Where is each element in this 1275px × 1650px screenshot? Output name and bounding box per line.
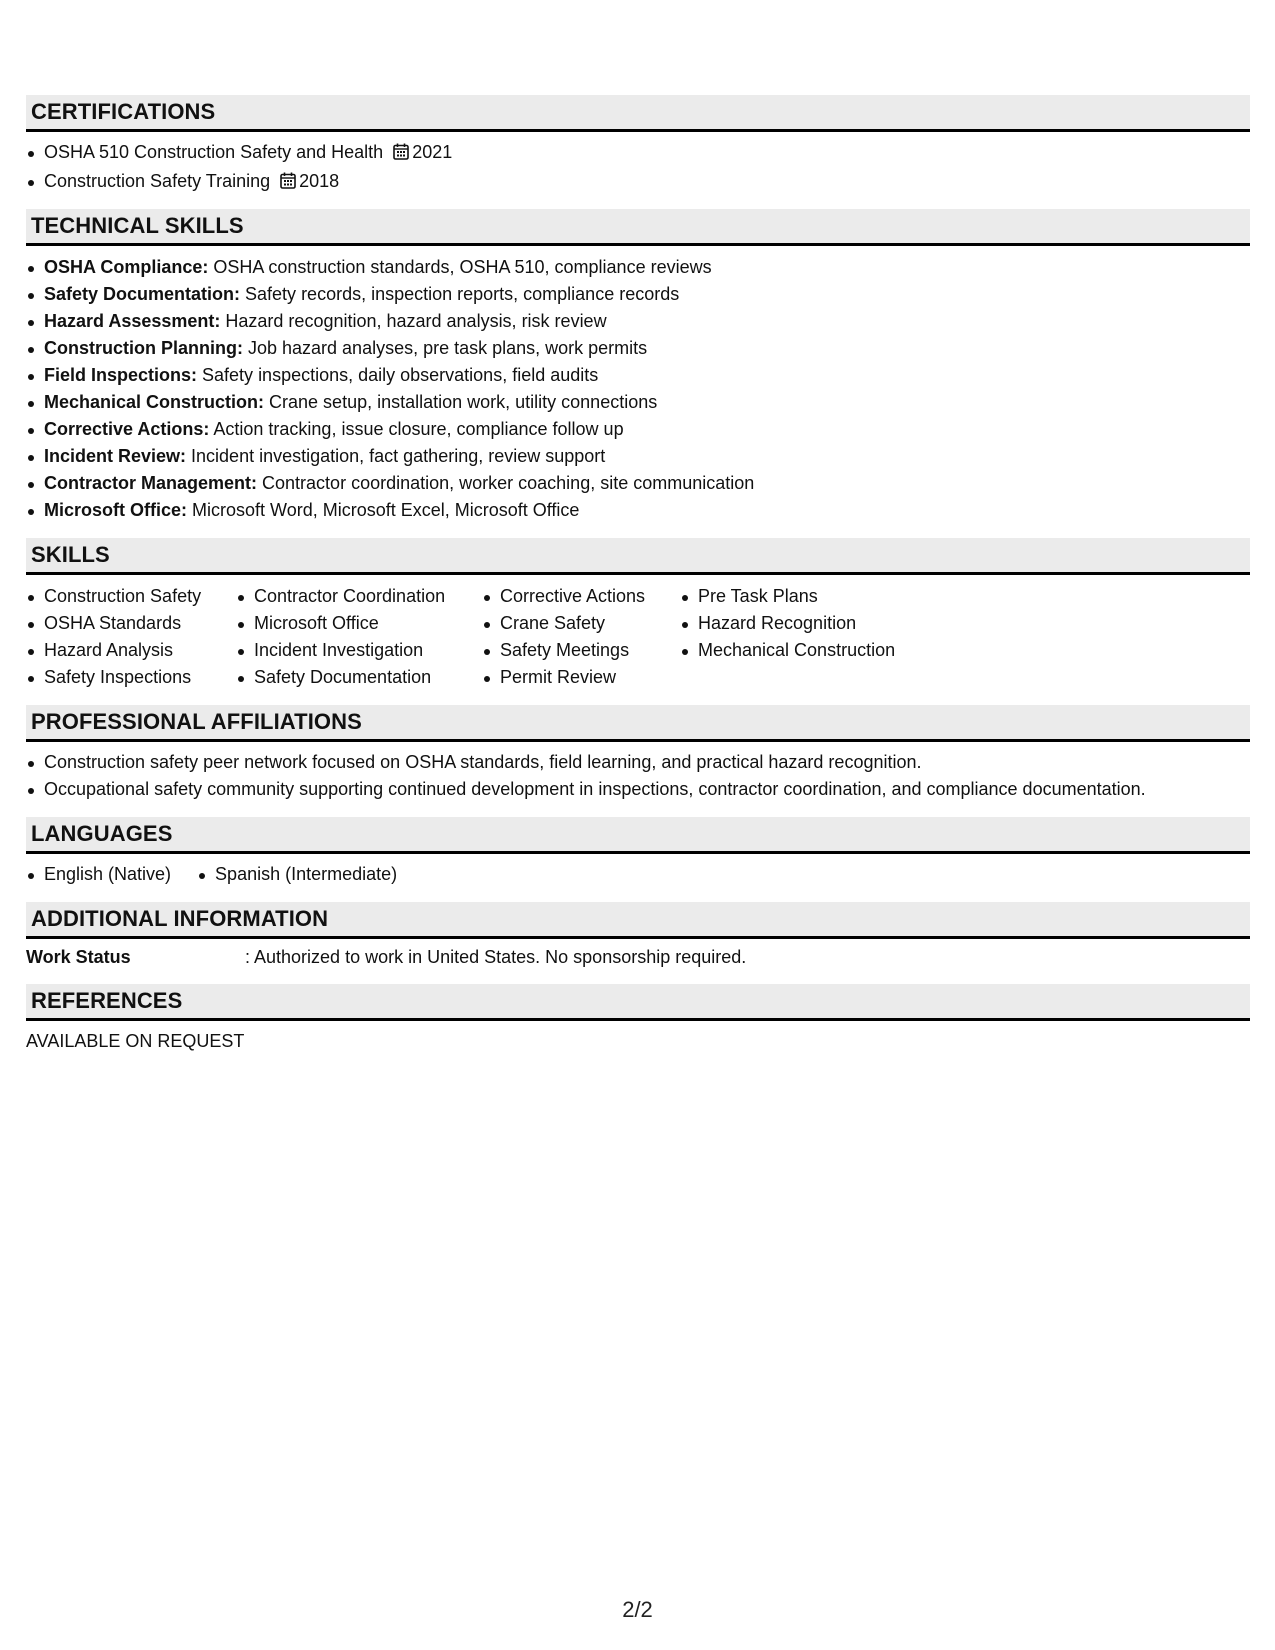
skill-item: Mechanical Construction: [680, 637, 940, 664]
technical-skill-item: [26, 497, 1250, 524]
technical-skill-item: [26, 335, 1250, 362]
skill-label: Microsoft Office:: [44, 500, 188, 520]
affiliations-section: [26, 705, 1250, 817]
references-heading: REFERENCES: [31, 988, 183, 1013]
affiliation-item: Occupational safety community supporting continued development in inspections, contractor coordination, and compliance documentation.: [26, 776, 1250, 803]
skills-column: [26, 583, 236, 691]
skills-column: [482, 583, 680, 691]
skill-text: Hazard recognition, hazard analysis, risk review: [220, 311, 607, 331]
certification-name: OSHA 510 Construction Safety and Health: [44, 142, 384, 162]
skill-item: Safety Documentation: [236, 664, 482, 691]
skills-heading: SKILLS: [31, 542, 110, 567]
skill-label: Hazard Assessment:: [44, 311, 221, 331]
technical-skill-item: [26, 362, 1250, 389]
skill-item: Incident Investigation: [236, 637, 482, 664]
skill-item: Permit Review: [482, 664, 680, 691]
skill-item: Corrective Actions: [482, 583, 680, 610]
technical-skill-item: [26, 308, 1250, 335]
section-header: [26, 902, 1250, 939]
skill-item: Safety Inspections: [26, 664, 236, 691]
language-item: English (Native): [26, 861, 171, 888]
skill-label: Field Inspections:: [44, 365, 198, 385]
technical-skill-item: [26, 443, 1250, 470]
technical-skill-item: [26, 389, 1250, 416]
certification-item: [26, 168, 1250, 197]
skill-text: Action tracking, issue closure, compliance follow up: [209, 419, 624, 439]
calendar-icon: [393, 141, 409, 168]
skills-grid: [26, 575, 1250, 705]
technical-skills-list: [26, 254, 1250, 524]
references-section: [26, 984, 1250, 1053]
technical-skills-section: [26, 209, 1250, 538]
languages-section: [26, 817, 1250, 902]
certifications-heading: CERTIFICATIONS: [31, 99, 216, 124]
section-header: [26, 209, 1250, 246]
skill-text: Contractor coordination, worker coaching, site communication: [257, 473, 755, 493]
skill-label: Safety Documentation:: [44, 284, 241, 304]
skill-text: Crane setup, installation work, utility connections: [264, 392, 658, 412]
section-header: [26, 705, 1250, 742]
technical-skills-heading: TECHNICAL SKILLS: [31, 213, 244, 238]
section-header: [26, 984, 1250, 1021]
skill-item: OSHA Standards: [26, 610, 236, 637]
skill-item: Hazard Recognition: [680, 610, 940, 637]
certification-year: 2021: [412, 142, 453, 162]
skill-text: OSHA construction standards, OSHA 510, compliance reviews: [208, 257, 712, 277]
section-header: [26, 538, 1250, 575]
certification-item: [26, 139, 1250, 168]
skill-item: Crane Safety: [482, 610, 680, 637]
skill-text: Job hazard analyses, pre task plans, work permits: [242, 338, 648, 358]
technical-skill-item: [26, 470, 1250, 497]
work-status-row: [26, 939, 1250, 984]
technical-skill-item: [26, 254, 1250, 281]
work-status-label: Work Status: [26, 947, 131, 967]
certification-name: Construction Safety Training: [44, 171, 271, 191]
section-header: [26, 95, 1250, 132]
skill-item: Safety Meetings: [482, 637, 680, 664]
language-item: Spanish (Intermediate): [197, 861, 397, 888]
languages-heading: LANGUAGES: [31, 821, 173, 846]
section-header: [26, 817, 1250, 854]
skills-column: [236, 583, 482, 691]
resume-page: [26, 95, 1250, 1053]
additional-info-section: [26, 902, 1250, 984]
page-number: 2/2: [622, 1597, 653, 1622]
skill-item: Contractor Coordination: [236, 583, 482, 610]
certification-year: 2018: [299, 171, 340, 191]
skills-section: [26, 538, 1250, 705]
skill-item: Pre Task Plans: [680, 583, 940, 610]
affiliations-heading: PROFESSIONAL AFFILIATIONS: [31, 709, 362, 734]
additional-info-heading: ADDITIONAL INFORMATION: [31, 906, 329, 931]
skill-item: Construction Safety: [26, 583, 236, 610]
work-status-value: : Authorized to work in United States. No sponsorship required.: [245, 947, 747, 967]
skill-label: Contractor Management:: [44, 473, 258, 493]
calendar-icon: [280, 170, 296, 197]
skill-label: Mechanical Construction:: [44, 392, 265, 412]
skill-label: Incident Review:: [44, 446, 187, 466]
certifications-section: [26, 95, 1250, 209]
skill-item: Microsoft Office: [236, 610, 482, 637]
certifications-list: [26, 139, 1250, 197]
languages-list: [26, 861, 423, 888]
technical-skill-item: [26, 281, 1250, 308]
skill-label: Construction Planning:: [44, 338, 243, 358]
skills-column: [680, 583, 940, 691]
references-text: AVAILABLE ON REQUEST: [26, 1031, 245, 1051]
skill-text: Incident investigation, fact gathering, review support: [186, 446, 606, 466]
affiliations-list: [26, 749, 1250, 803]
skill-label: Corrective Actions:: [44, 419, 210, 439]
skill-text: Microsoft Word, Microsoft Excel, Microsoft Office: [187, 500, 580, 520]
skill-text: Safety inspections, daily observations, field audits: [197, 365, 599, 385]
skill-text: Safety records, inspection reports, compliance records: [240, 284, 680, 304]
skill-item: Hazard Analysis: [26, 637, 236, 664]
technical-skill-item: [26, 416, 1250, 443]
affiliation-item: Construction safety peer network focused on OSHA standards, field learning, and practical hazard recognition.: [26, 749, 1250, 776]
skill-label: OSHA Compliance:: [44, 257, 209, 277]
